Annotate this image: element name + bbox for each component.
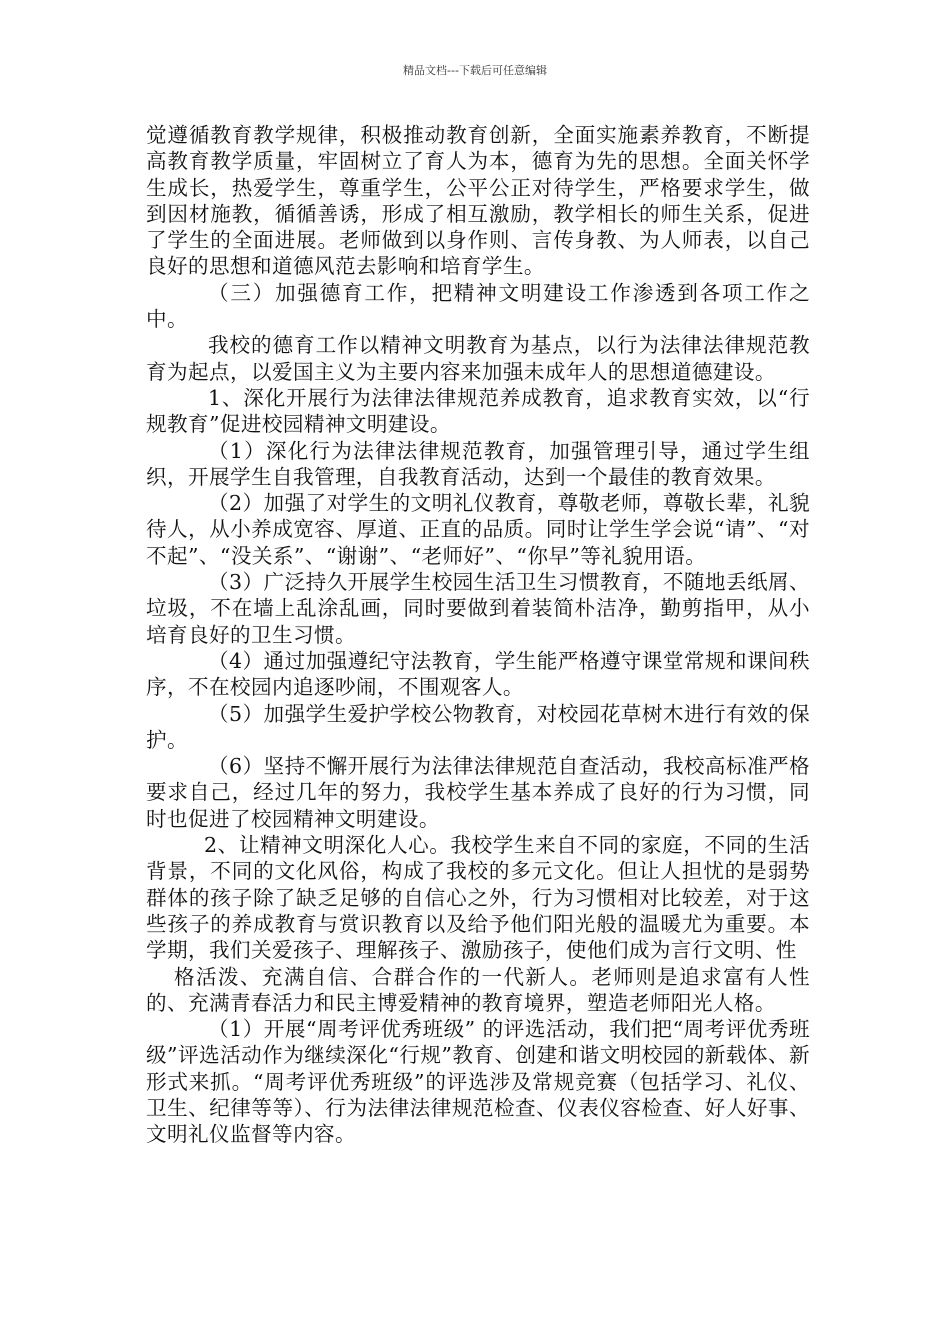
paragraph: 格活泼、充满自信、合群合作的一代新人。老师则是追求富有人性的、充满青春活力和民主博爱精神的教育境界，塑造老师阳光人格。	[146, 964, 810, 1015]
list-item: （4）通过加强遵纪守法教育，学生能严格遵守课堂常规和课间秩序，不在校园内追逐吵闹，不围观客人。	[146, 648, 810, 700]
page-header: 精品文档---下载后可任意编辑	[403, 64, 547, 77]
list-item: 2、让精神文明深化人心。我校学生来自不同的家庭，不同的生活背景，不同的文化风俗，构成了我校的多元文化。但让人担忧的是弱势群体的孩子除了缺乏足够的自信心之外，行为习惯相对比较差，对于这些孩子的养成教育与赏识教育以及给予他们阳光般的温暖尤为重要。本学期，我们关爱孩子、理解孩子、激励孩子，使他们成为言行文明、性	[146, 833, 810, 963]
list-item: （3）广泛持久开展学生校园生活卫生习惯教育，不随地丢纸屑、垃圾，不在墙上乱涂乱画，同时要做到着装简朴洁净，勤剪指甲，从小培育良好的卫生习惯。	[146, 570, 810, 647]
list-item: （2）加强了对学生的文明礼仪教育，尊敬老师，尊敬长辈，礼貌待人，从小养成宽容、厚道、正直的品质。同时让学生学会说“请”、“对不起”、“没关系”、“谢谢”、“老师好”、“你早”等礼貌用语。	[146, 491, 810, 568]
list-item: （5）加强学生爱护学校公物教育，对校园花草树木进行有效的保护。	[146, 701, 810, 752]
list-item: 1、深化开展行为法律法律规范养成教育，追求教育实效，以“行规教育”促进校园精神文明建设。	[146, 385, 810, 437]
list-item: （1）开展“周考评优秀班级” 的评选活动，我们把“周考评优秀班级”评选活动作为继续深化“行规”教育、创建和谐文明校园的新载体、新形式来抓。“周考评优秀班级”的评选涉及常规竞赛（包括学习、礼仪、卫生、纪律等等）、行为法律法律规范检查、仪表仪容检查、好人好事、文明礼仪监督等内容。	[146, 1017, 810, 1147]
paragraph: 觉遵循教育教学规律，积极推动教育创新，全面实施素养教育，不断提高教育教学质量，牢固树立了育人为本，德育为先的思想。全面关怀学生成长，热爱学生，尊重学生，公平公正对待学生，严格要求学生，做到因材施教，循循善诱，形成了相互激励，教学相长的师生关系，促进了学生的全面进展。老师做到以身作则、言传身教、为人师表，以自己良好的思想和道德风范去影响和培育学生。	[146, 123, 810, 279]
document-body	[146, 122, 810, 1148]
paragraph: 我校的德育工作以精神文明教育为基点，以行为法律法律规范教育为起点，以爱国主义为主要内容来加强未成年人的思想道德建设。	[146, 333, 810, 384]
section-heading: （三）加强德育工作，把精神文明建设工作渗透到各项工作之中。	[146, 280, 810, 332]
list-item: （6）坚持不懈开展行为法律法律规范自查活动，我校高标准严格要求自己，经过几年的努力，我校学生基本养成了良好的行为习惯，同时也促进了校园精神文明建设。	[146, 754, 810, 831]
list-item: （1）深化行为法律法律规范教育，加强管理引导，通过学生组织，开展学生自我管理，自我教育活动，达到一个最佳的教育效果。	[146, 438, 810, 489]
